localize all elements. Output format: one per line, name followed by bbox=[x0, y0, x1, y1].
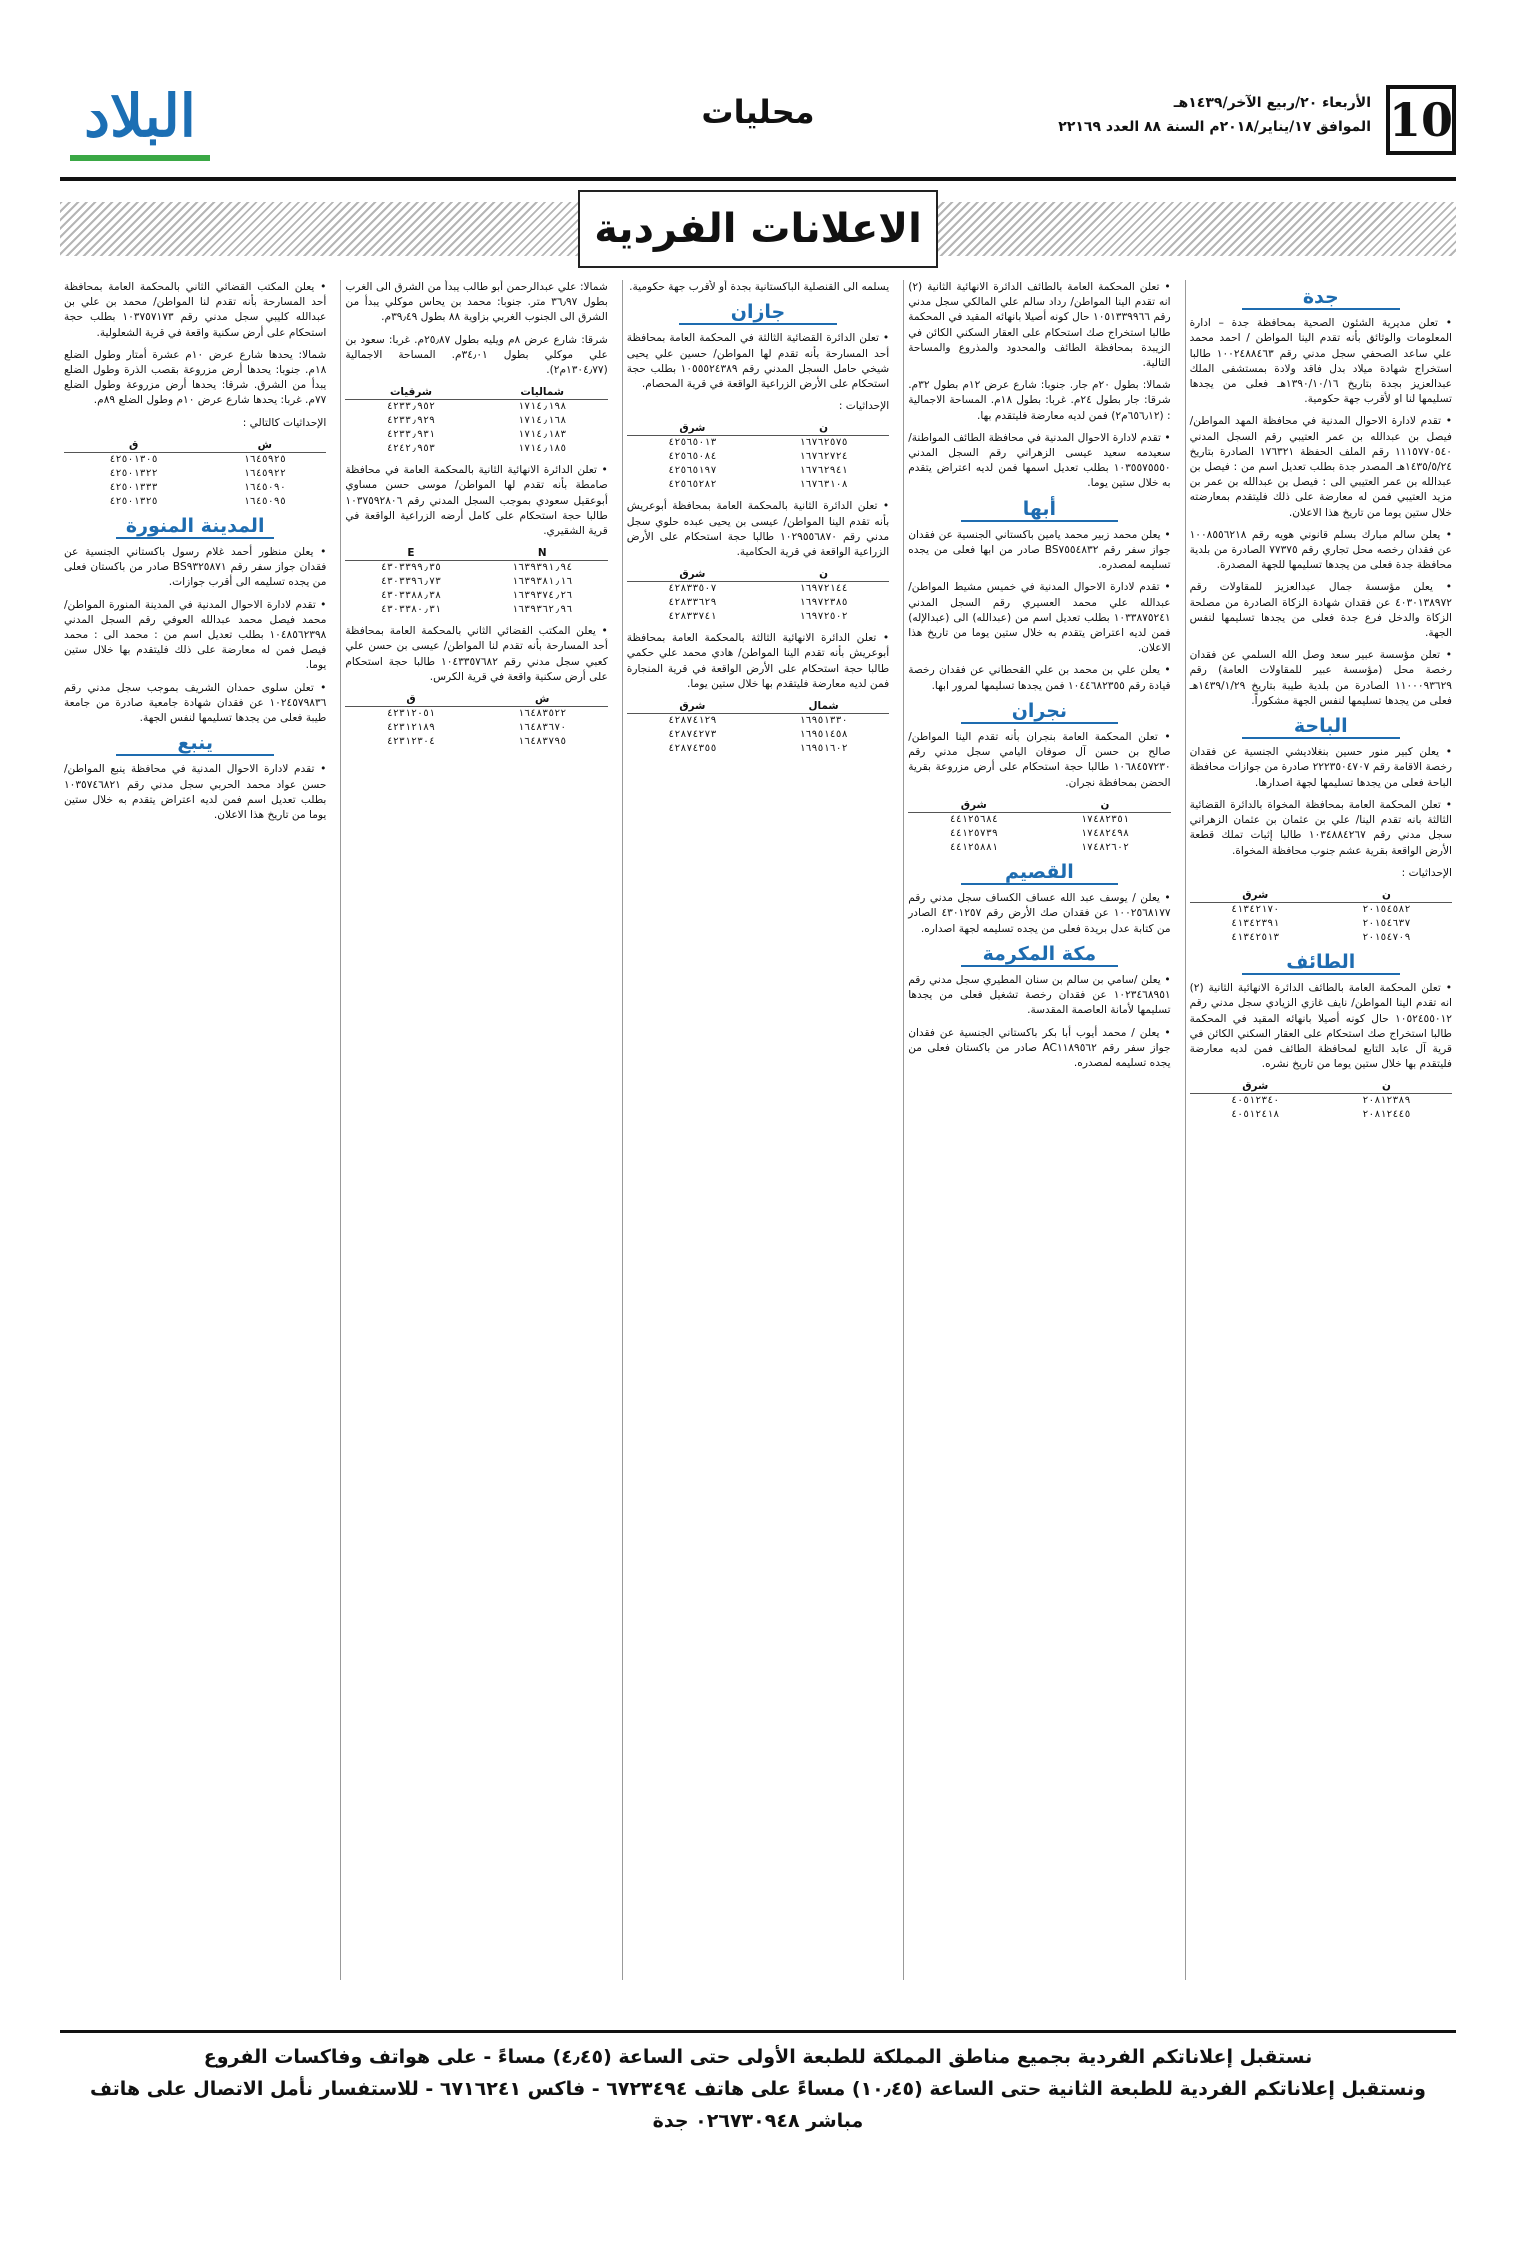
coordinates-row bbox=[345, 400, 607, 415]
coordinates-table bbox=[908, 798, 1170, 855]
coordinates-cell: ١٦٣٩٣٩١٫٩٤ bbox=[512, 562, 573, 574]
coordinates-header: N bbox=[477, 546, 608, 561]
coordinates-cell: ٤٢٥٦٥١٩٧ bbox=[668, 465, 717, 477]
classified-ad: • تقدم لادارة الاحوال المدنية في محافظة الطائف المواطنة/ سعيدمه سعيد عيسى الزهراني رقم السجل المدني ١٠٣٥٥٧٥٥٥٠ بطلب تعديل اسمها فمن لديه اعتراض يتقدم به خلال ستين يوما. bbox=[908, 431, 1171, 490]
coordinates-cell: ١٦٧٦٢٩٤١ bbox=[799, 465, 848, 477]
coordinates-cell: ٤٣٠٣٣٩٩٫٣٥ bbox=[380, 562, 442, 574]
coordinates-cell: ١٦٩٧٢٥٠٢ bbox=[799, 611, 848, 623]
coordinates-row bbox=[64, 467, 326, 481]
coordinates-row bbox=[627, 728, 889, 742]
coordinates-cell: ٤٠٥١٢٣٤٠ bbox=[1231, 1095, 1280, 1107]
coordinates-cell: ١٦٧٦٣١٠٨ bbox=[799, 479, 848, 491]
coordinates-row bbox=[908, 827, 1170, 841]
coordinates-cell: ٢٠١٥٤٧٠٩ bbox=[1362, 931, 1411, 943]
coordinates-cell: ٤٤١٢٥٦٨٤ bbox=[949, 813, 998, 825]
coordinates-table bbox=[345, 692, 607, 749]
coordinates-row bbox=[345, 414, 607, 428]
coordinates-row bbox=[345, 707, 607, 722]
coordinates-cell: ٤٤١٢٥٧٣٩ bbox=[949, 827, 998, 839]
coordinates-cell: ٤٣٠٣٣٩٦٫٧٣ bbox=[380, 576, 442, 588]
classified-ad: • تقدم لادارة الاحوال المدنية في محافظة المهد المواطن/ فيصل بن عبدالله بن عمر العتيبي رقم السجل المدني ١١١٥٧٧٠٥٤٠ رقم الملف الحفظة ١٧٦٣٢١ الصادرة بتاريخ ١٤٣٥/٥/٢٤هـ المصدر جدة بطلب تعديل اسم من : فيصل بن عبدالله بن عمر العتيبي الى : فيصل بن عبدالله بن عمر بن مزيد العتيبي فمن له معارضة على ذلك فليتقدم بمعارضته خلال ستين يوما من تاريخ هذا الاعلان. bbox=[1189, 415, 1452, 519]
classified-ad: • تعلن المحكمة العامة بالطائف الدائرة الانهائية الثانية (٢) انه تقدم الينا المواطن/ رداد سالم علي المالكي سجل مدني رقم ١٠٥١٣٣٩٩٦٦ حال كونه أصيلا بانهائه المقيد في المحكمة طالبا استخراج صك استحكام على العقار السكني الكائن في الزيبدة بمحافظة الطائف والمحدود والمذروع والمساحة التالية. bbox=[908, 281, 1171, 370]
coordinates-title: الإحداثيات : bbox=[838, 400, 890, 413]
column-3 bbox=[622, 280, 893, 1980]
coordinates-header: شرق bbox=[627, 699, 758, 714]
coordinates-cell: ٤٢٨٧٤٣٥٥ bbox=[668, 743, 717, 755]
coordinates-cell: ٤١٣٤٢٣٩١ bbox=[1231, 917, 1280, 929]
coordinates-header: ق bbox=[345, 692, 476, 707]
coordinates-cell: ١٧٤٨٢٦٠٢ bbox=[1080, 841, 1130, 853]
coordinates-header: ن bbox=[758, 567, 889, 582]
classified-ad: شرقا: شارع عرض ٨م ويليه بطول ٢٥٫٨٧م. غربا: سعود بن علي موكلي بطول ٣٤٫٠١م. المساحة الاجمالية (١٣٠٤٫٧٧م٢). bbox=[345, 333, 608, 377]
coordinates-cell: ٤١٣٤٢٥١٣ bbox=[1231, 931, 1280, 943]
coordinates-cell: ١٦٤٥٩٢٥ bbox=[243, 453, 286, 465]
coordinates-row bbox=[345, 735, 607, 749]
coordinates-cell: ٤٢٣٣٫٩٣١ bbox=[386, 429, 436, 441]
classified-ad: • تعلن الدائرة القضائية الثالثة في المحكمة العامة بمحافظة أحد المسارحة بأنه تقدم لها المواطن/ حسين علي يحيى شيخي حامل السجل المدني رقم ١٠٥٥٥٢٤٣٨٩ بطلب حجة استحكام على الأرض الزراعية الواقعة في قرية المحصام. bbox=[626, 332, 890, 391]
coordinates-row bbox=[627, 582, 889, 597]
coordinates-cell: ٤٣٠٣٣٨٨٫٣٨ bbox=[380, 590, 442, 602]
classified-ad: • يعلن /سامي بن سالم بن سنان المطيري سجل مدني رقم ١٠٢٣٤٦٨٩٥١ عن فقدان رخصة تشغيل فعلى من يجدها تسليمها لأمانة العاصمة المقدسة. bbox=[908, 973, 1171, 1017]
coordinates-cell: ١٦٣٩٣٨١٫١٦ bbox=[512, 576, 573, 588]
region-heading: أبها bbox=[908, 502, 1170, 522]
coordinates-cell: ١٦٣٩٣٦٢٫٩٦ bbox=[512, 604, 573, 616]
classified-ad: • تعلن سلوى حمدان الشريف بموجب سجل مدني رقم ١٠٢٤٥٧٩٨٣٦ عن فقدان شهادة جامعية صادرة من جامعة طيبة فعلى من يجدها تسليمها لنفس الجهة. bbox=[63, 681, 327, 725]
coordinates-row bbox=[345, 589, 607, 603]
coordinates-cell: ٤٢٣١٢٠٥١ bbox=[386, 708, 436, 720]
coordinates-cell: ٤٤١٢٥٨٨١ bbox=[949, 841, 998, 853]
coordinates-table bbox=[345, 385, 607, 456]
coordinates-row bbox=[627, 478, 889, 492]
classified-ad: يسلمه الى القنصلية الباكستانية بجدة أو لأقرب جهة حكومية. bbox=[629, 281, 890, 293]
classified-ad: • يعلن مؤسسة جمال عبدالعزيز للمقاولات رقم ٤٠٣٠١٣٨٩٧٢ عن فقدان شهادة الزكاة الصادرة من مصلحة الزكاة والدخل فرع جدة فعلى من يجدها تسليمها لنفس الجهة. bbox=[1189, 581, 1452, 640]
classified-ad: • تعلن مؤسسة عبير سعد وصل الله السلمي عن فقدان رخصة محل (مؤسسة عبير للمقاولات العامة) رقم ١١٠٠٠٩٣٦٢٩ الصادرة من بلدية طيبة بتاريخ ١٤٣٩/١/٢٩هـ فعلى من يجدها تسليمها لنفس الجهة مشكوراً. bbox=[1189, 649, 1452, 707]
coordinates-table bbox=[627, 699, 889, 756]
coordinates-cell: ١٦٤٨٣٧٩٥ bbox=[518, 736, 567, 748]
coordinates-header: شرق bbox=[1190, 888, 1321, 903]
region-heading: المدينة المنورة bbox=[64, 519, 326, 539]
coordinates-row bbox=[1190, 902, 1452, 917]
classified-ad: • يعلن / محمد أيوب أبا بكر باكستاني الجنسية عن فقدان جواز سفر رقم AC١١٨٩٥٦٢ صادر من باكستان فعلى من يجده تسليمه لمصدره. bbox=[908, 1026, 1171, 1069]
coordinates-cell: ١٦٣٩٣٧٤٫٢٦ bbox=[512, 590, 573, 602]
coordinates-cell: ١٧١٤٫١٨٥ bbox=[518, 443, 567, 455]
coordinates-cell: ٤٢٨٣٣٧٤١ bbox=[668, 611, 717, 623]
region-heading: الباحة bbox=[1190, 719, 1452, 739]
coordinates-cell: ٤٢٨٧٤٢٧٣ bbox=[668, 729, 717, 741]
classified-ad: شمالا: بطول ٢٠م جار. جنوبا: شارع عرض ١٢م بطول ٣٢م. شرقا: جار بطول ٢٤م. غربا: بطول ١٨م. المساحة الاجمالية : (٦٥٦٫١٢م٢) فمن لديه معارضة فليتقدم بها. bbox=[908, 379, 1171, 422]
coordinates-header: ش bbox=[477, 692, 608, 707]
coordinates-cell: ١٦٤٥٠٩٥ bbox=[243, 495, 286, 507]
coordinates-header: شرق bbox=[908, 798, 1039, 813]
classified-ad: شمالا: علي عبدالرحمن أبو طالب يبدأ من الشرق الى الغرب بطول ٣٦٫٩٧ متر. جنوبا: محمد بن يحاس موكلي يبدأ من الشرق الى الجنوب الغربي بزاوية ٨٨ بطول ٣٩٫٤٩م. bbox=[345, 281, 608, 324]
date-hijri: الأربعاء ٢٠/ربيع الآخر/١٤٣٩هـ bbox=[1173, 95, 1371, 111]
coordinates-table bbox=[627, 567, 889, 624]
coordinates-row bbox=[1190, 1094, 1452, 1109]
classified-ad: • تعلن المحكمة العامة بالطائف الدائرة الانهائية الثانية (٢) انه تقدم الينا المواطن/ نايف غازي الزيادي سجل مدني رقم ١٠٥٢٤٥٥٠١٢ حال كونه أصيلا بانهائه المقيد في المحكمة طالبا استخراج صك استحكام على العقار السكني الكائن في قرية آل عابد التابع لمحافظة الطائف فمن لديه معارضة فليتقدم بها خلال ستين يوما من تاريخ نشره. bbox=[1189, 982, 1452, 1071]
coordinates-cell: ١٧١٤٫١٩٨ bbox=[518, 401, 567, 413]
coordinates-cell: ٤٢٣٣٫٩٢٩ bbox=[386, 415, 436, 427]
footer bbox=[60, 2030, 1456, 2132]
coordinates-cell: ١٦٩٥١٣٣٠ bbox=[799, 715, 848, 727]
coordinates-row bbox=[64, 495, 326, 509]
coordinates-cell: ٤٢٨٣٣٥٠٧ bbox=[668, 583, 717, 595]
coordinates-cell: ١٦٧٦٢٥٧٥ bbox=[799, 437, 848, 449]
column-4 bbox=[340, 280, 611, 1980]
coordinates-cell: ١٦٤٨٣٦٧٠ bbox=[518, 722, 567, 734]
coordinates-row bbox=[345, 561, 607, 576]
region-heading: ينبع bbox=[64, 736, 326, 756]
classified-ad: • يعلن / يوسف عبد الله عساف الكساف سجل مدني رقم ١٠٠٢٥٦٨١٧٧ عن فقدان صك الأرض رقم ٤٣٠١٢٥٧ الصادر من كتابة عدل بريدة فعلى من يجده تسليمه لجهة اصداره. bbox=[908, 892, 1171, 935]
region-heading: القصيم bbox=[908, 865, 1170, 885]
coordinates-cell: ٢٠٨١٢٣٨٩ bbox=[1362, 1095, 1411, 1107]
coordinates-header: ن bbox=[1321, 1079, 1452, 1094]
page-number: 10 bbox=[1386, 85, 1456, 155]
coordinates-row bbox=[627, 464, 889, 478]
classified-ad: • تقدم لادارة الاحوال المدنية في المدينة المنورة المواطن/ محمد فيصل محمد عبدالله العوفي رقم السجل المدني ١٠٤٨٥٦٢٣٩٨ بطلب تعديل اسم من : محمد الى : محمد فيصل فمن له معارضة على ذلك فليتقدم بها خلال ستين يوما. bbox=[63, 598, 327, 672]
coordinates-row bbox=[345, 575, 607, 589]
coordinates-row bbox=[345, 442, 607, 456]
coordinates-row bbox=[64, 481, 326, 495]
masthead bbox=[60, 82, 1456, 185]
classified-ad: • يعلن المكتب القضائي الثاني بالمحكمة العامة بمحافظة أحد المسارحة بأنه تقدم لنا المواطن/ عيسى بن حسن علي كعبي سجل مدني رقم ١٠٤٣٣٥٧٦٨٢ طالبا حجة استحكام على أرض سكنية واقعة في قرية الكرس. bbox=[345, 625, 608, 683]
coordinates-row bbox=[908, 841, 1170, 855]
logo-text: البلاد bbox=[84, 82, 196, 150]
coordinates-cell: ١٦٩٧٢٣٨٥ bbox=[799, 597, 848, 609]
coordinates-cell: ٢٠٨١٢٤٤٥ bbox=[1362, 1109, 1411, 1121]
coordinates-cell: ١٦٩٥١٦٠٢ bbox=[799, 743, 848, 755]
coordinates-cell: ٤٢٥٠١٣٠٥ bbox=[109, 453, 158, 465]
coordinates-cell: ٤٣٠٣٣٨٠٫٣١ bbox=[380, 604, 442, 616]
section-title: محليات bbox=[701, 93, 815, 131]
coordinates-cell: ٤٢٤٢٫٩٥٣ bbox=[386, 443, 436, 455]
coordinates-row bbox=[627, 714, 889, 729]
classified-ad: • يعلن المكتب القضائي الثاني بالمحكمة العامة بمحافظة أحد المسارحة بأنه تقدم لنا المواطن/ محمد بن علي بن عبدالله كليبي سجل مدني رقم ١٠٣٧٥٧١٧٣ بطلب حجة استحكام على أرض سكنية واقعة في قرية الشعلولية. bbox=[63, 281, 327, 339]
coordinates-cell: ١٦٩٧٢١٤٤ bbox=[799, 583, 848, 595]
coordinates-cell: ٤٢٨٣٣٦٢٩ bbox=[668, 597, 717, 609]
coordinates-cell: ٤٢٣١٢١٨٩ bbox=[386, 722, 436, 734]
coordinates-table bbox=[1190, 1079, 1452, 1122]
coordinates-header: ن bbox=[758, 421, 889, 436]
newspaper-logo bbox=[60, 81, 220, 161]
classifieds-columns bbox=[60, 280, 1456, 1980]
coordinates-header: E bbox=[345, 546, 476, 561]
coordinates-cell: ٤٢٣١٢٣٠٤ bbox=[386, 736, 436, 748]
coordinates-table bbox=[627, 421, 889, 492]
classified-ad: • يعلن كبير منور حسين بنغلاديشي الجنسية عن فقدان رخصة الاقامة رقم ٢٢٢٣٥٠٤٧٠٧ صادرة من جوازات محافظة الباحة فعلى من يجدها تسليمها لجهة اصدارها. bbox=[1189, 746, 1452, 789]
coordinates-row bbox=[627, 742, 889, 756]
masthead-rule bbox=[60, 177, 1456, 181]
coordinates-header: شرق bbox=[627, 421, 758, 436]
region-heading: جدة bbox=[1190, 290, 1452, 310]
classified-ad: • تعلن الدائرة الثانية بالمحكمة العامة بمحافظة أبوعريش بأنه تقدم الينا المواطن/ عيسى بن يحيى عبده حلوي سجل مدني رقم ١٠٢٩٥٥٦٨٧٠ طالبا حجة استحكام على الأرض الزراعية الواقعة في قرية الحكامية. bbox=[626, 500, 890, 559]
coordinates-table bbox=[345, 546, 607, 617]
date-gregorian: الموافق ١٧/يناير/٢٠١٨م السنة ٨٨ العدد ٢٢١٦٩ bbox=[1058, 119, 1371, 135]
coordinates-row bbox=[627, 610, 889, 624]
classified-ad: • يعلن علي بن محمد بن علي القحطاني عن فقدان رخصة قيادة رقم ١٠٤٤٦٨٢٣٥٥ فمن يجدها تسليمها لمرور ابها. bbox=[908, 664, 1171, 692]
banner-title: الاعلانات الفردية bbox=[578, 190, 938, 268]
classified-ad: • تعلن الدائرة الانهائية الثانية بالمحكمة العامة في محافظة صامطة بأنه تقدم لها المواطن/ موسى حسن مساوي أبوعقيل سعودي بموجب السجل المدني رقم ١٠٣٧٥٩٢٨٠٦ طالبا حجة استحكام على كامل أرضه الزراعية الواقعة في قرية الشقيري. bbox=[345, 464, 608, 538]
coordinates-row bbox=[1190, 917, 1452, 931]
column-5 bbox=[60, 280, 330, 1980]
footer-line-1: نستقبل إعلاناتكم الفردية بجميع مناطق المملكة للطبعة الأولى حتى الساعة (٤٫٤٥) مساءً - على هواتف وفاكسات الفروع bbox=[203, 2046, 1313, 2068]
region-heading: الطائف bbox=[1190, 955, 1452, 975]
coordinates-cell: ١٧٤٨٢٤٩٨ bbox=[1080, 827, 1130, 839]
coordinates-row bbox=[627, 436, 889, 451]
coordinates-cell: ٤٢٥٠١٣٢٥ bbox=[109, 495, 158, 507]
classified-ad: • يعلن محمد زبير محمد يامين باكستاني الجنسية عن فقدان جواز سفر رقم BS٧٥٥٤٨٣٢ صادر من ابها فعلى من يجده تسليمه لمصدره. bbox=[908, 528, 1171, 572]
coordinates-header: ش bbox=[203, 438, 326, 453]
classified-ad: • تعلن الدائرة الانهائية الثالثة بالمحكمة العامة بمحافظة أبوعريش بأنه تقدم الينا المواطن/ هادي محمد علي حكمي طالبا حجة استحكام على الأرض الواقعة في قرية المنجارة فمن لديه معارضة فليتقدم بها خلال ستين يوما. bbox=[626, 632, 890, 690]
coordinates-cell: ١٦٧٦٢٧٢٤ bbox=[799, 451, 848, 463]
coordinates-header: شمال bbox=[758, 699, 889, 714]
coordinates-row bbox=[345, 428, 607, 442]
coordinates-cell: ١٧١٤٫١٦٨ bbox=[518, 415, 567, 427]
coordinates-row bbox=[627, 450, 889, 464]
coordinates-cell: ١٦٤٨٣٥٢٢ bbox=[518, 708, 567, 720]
coordinates-header: ق bbox=[64, 438, 203, 453]
coordinates-row bbox=[345, 603, 607, 617]
logo-underline bbox=[70, 155, 210, 161]
coordinates-cell: ٤٢٣٣٫٩٥٢ bbox=[386, 401, 436, 413]
coordinates-row bbox=[908, 812, 1170, 827]
coordinates-cell: ٤٢٨٧٤١٢٩ bbox=[668, 715, 717, 727]
footer-line-2: ونستقبل إعلاناتكم الفردية للطبعة الثانية حتى الساعة (١٠٫٤٥) مساءً على هاتف ٦٧٢٣٤٩٤ - فاكس ٦٧١٦٢٤١ - للاستفسار نأمل الاتصال على هاتف مباشر ٠٢٦٧٣٠٩٤٨ جدة bbox=[90, 2078, 1426, 2132]
coordinates-row bbox=[64, 452, 326, 467]
column-1 bbox=[1185, 280, 1456, 1980]
coordinates-header: ن bbox=[1321, 888, 1452, 903]
coordinates-cell: ٤٠٥١٢٤١٨ bbox=[1231, 1109, 1280, 1121]
classified-ad: • يعلن منظور أحمد غلام رسول باكستاني الجنسية عن فقدان جواز سفر رقم BS٩٣٢٥٨٧١ صادر من باكستان فعلى من يجده تسليمه الى أقرب جوازات. bbox=[63, 546, 327, 589]
classified-ad: • تقدم لادارة الاحوال المدنية في محافظة ينبع المواطن/ حسن عواد محمد الحربي سجل مدني رقم ١٠٣٥٧٤٦٨٢١ بطلب تعديل اسم فمن لديه اعتراض يتقدم به خلال ستين يوما من تاريخ هذا الاعلان. bbox=[63, 763, 327, 822]
coordinates-title: الإحداثيات : bbox=[1401, 866, 1452, 879]
classified-ad: • تعلن المحكمة العامة بنجران بأنه تقدم الينا المواطن/ صالح بن حسن آل صوفان اليامي سجل مدني رقم ١٠٦٨٤٥٧٢٣٠ طالبا حجة استحكام على أرض مزروعة بقرية الحضن بمحافظة نجران. bbox=[908, 731, 1171, 789]
coordinates-cell: ١٦٤٥٠٩٠ bbox=[243, 481, 286, 493]
classified-ad: شمالا: يحدها شارع عرض ١٠م عشرة أمتار وطول الضلع ١٨م. جنوبا: يحدها أرض مزروعة بقصب الذرة وطول الضلع يبدأ من الشرق. شرقا: يحدها أرض مزروعة وطول الضلع ٧٧م. غربا: يحدها شارع عرض ١٠م وطول الضلع ٨٩م. bbox=[63, 348, 327, 407]
classifieds-banner bbox=[60, 190, 1456, 268]
coordinates-cell: ٤٢٥٦٥٠٨٤ bbox=[668, 451, 717, 463]
coordinates-header: ن bbox=[1039, 798, 1170, 813]
coordinates-cell: ١٧١٤٫١٨٣ bbox=[518, 429, 567, 441]
region-heading: مكة المكرمة bbox=[908, 947, 1170, 967]
coordinates-header: شماليات bbox=[477, 385, 608, 400]
classified-ad: • تعلن مديرية الشئون الصحية بمحافظة جدة – ادارة المعلومات والوثائق بأنه تقدم الينا المواطن / احمد محمد علي ساعد الصحفي سجل مدني رقم ١٠٠٢٤٨٨٤٦٣ طالبا استخراج شهادة ميلاد بدل فاقد ولادة بمستشفى الملك عبدالعزيز بجدة بتاريخ ١٣٩٠/١٠/١٦هـ فعلى من يجدها تسليمها لنا او لأقرب جهة حكومية. bbox=[1189, 317, 1452, 406]
coordinates-cell: ١٦٩٥١٤٥٨ bbox=[799, 729, 848, 741]
coordinates-row bbox=[1190, 931, 1452, 945]
coordinates-row bbox=[1190, 1108, 1452, 1122]
classified-ad: • يعلن سالم مبارك بسلم قانوني هويه رقم ١٠٠٨٥٥٦٢١٨ عن فقدان رخصه محل تجاري رقم ٧٧٣٧٥ الصادرة من بلدية محافظة جدة فعلى من يجدها تسليمها للجهة المصدرة. bbox=[1189, 528, 1452, 572]
classified-ad: • تعلن المحكمة العامة بمحافظة المخواة بالدائرة القضائية الثالثة بانه تقدم الينا/ علي بن عثمان بن عثمان الزهراني سجل مدني رقم ١٠٣٤٨٨٤٢٦٧ طالبا إثبات تملك قطعة الأرض الواقعة بقرية عشم جنوب محافظة المخواة. bbox=[1189, 798, 1453, 857]
coordinates-cell: ٤١٣٤٢١٧٠ bbox=[1231, 903, 1280, 915]
coordinates-row bbox=[345, 721, 607, 735]
coordinates-cell: ٤٢٥٦٥٠١٣ bbox=[668, 437, 717, 449]
coordinates-row bbox=[627, 596, 889, 610]
coordinates-cell: ٢٠١٥٤٦٣٧ bbox=[1362, 917, 1411, 929]
coordinates-table bbox=[1190, 888, 1452, 945]
region-heading: جازان bbox=[627, 305, 889, 325]
coordinates-cell: ٤٢٥٠١٣٣٣ bbox=[109, 481, 158, 493]
coordinates-header: شرق bbox=[1190, 1079, 1321, 1094]
coordinates-cell: ٤٢٥٠١٣٢٢ bbox=[109, 467, 158, 479]
coordinates-cell: ٢٠١٥٤٥٨٢ bbox=[1362, 903, 1411, 915]
region-heading: نجران bbox=[908, 704, 1170, 724]
coordinates-cell: ١٦٤٥٩٢٢ bbox=[243, 467, 286, 479]
coordinates-table bbox=[64, 438, 326, 509]
coordinates-title: الإحداثيات كالتالي : bbox=[242, 416, 327, 429]
classified-ad: • تقدم لادارة الاحوال المدنية في خميس مشيط المواطن/ عبدالله علي محمد العسيري رقم السجل المدني ١٠٣٣٨٧٥٢٤١ بطلب تعديل اسم من (عبدالله) الى (عبدالإله) فمن لديه اعتراض يتقدم به خلال ستين يوما من تاريخ هذا الاعلان. bbox=[908, 581, 1171, 655]
coordinates-cell: ٤٢٥٦٥٢٨٢ bbox=[668, 479, 717, 491]
coordinates-cell: ١٧٤٨٢٣٥١ bbox=[1080, 813, 1130, 825]
coordinates-header: شرقيات bbox=[345, 385, 476, 400]
column-2 bbox=[903, 280, 1174, 1980]
coordinates-header: شرق bbox=[627, 567, 758, 582]
